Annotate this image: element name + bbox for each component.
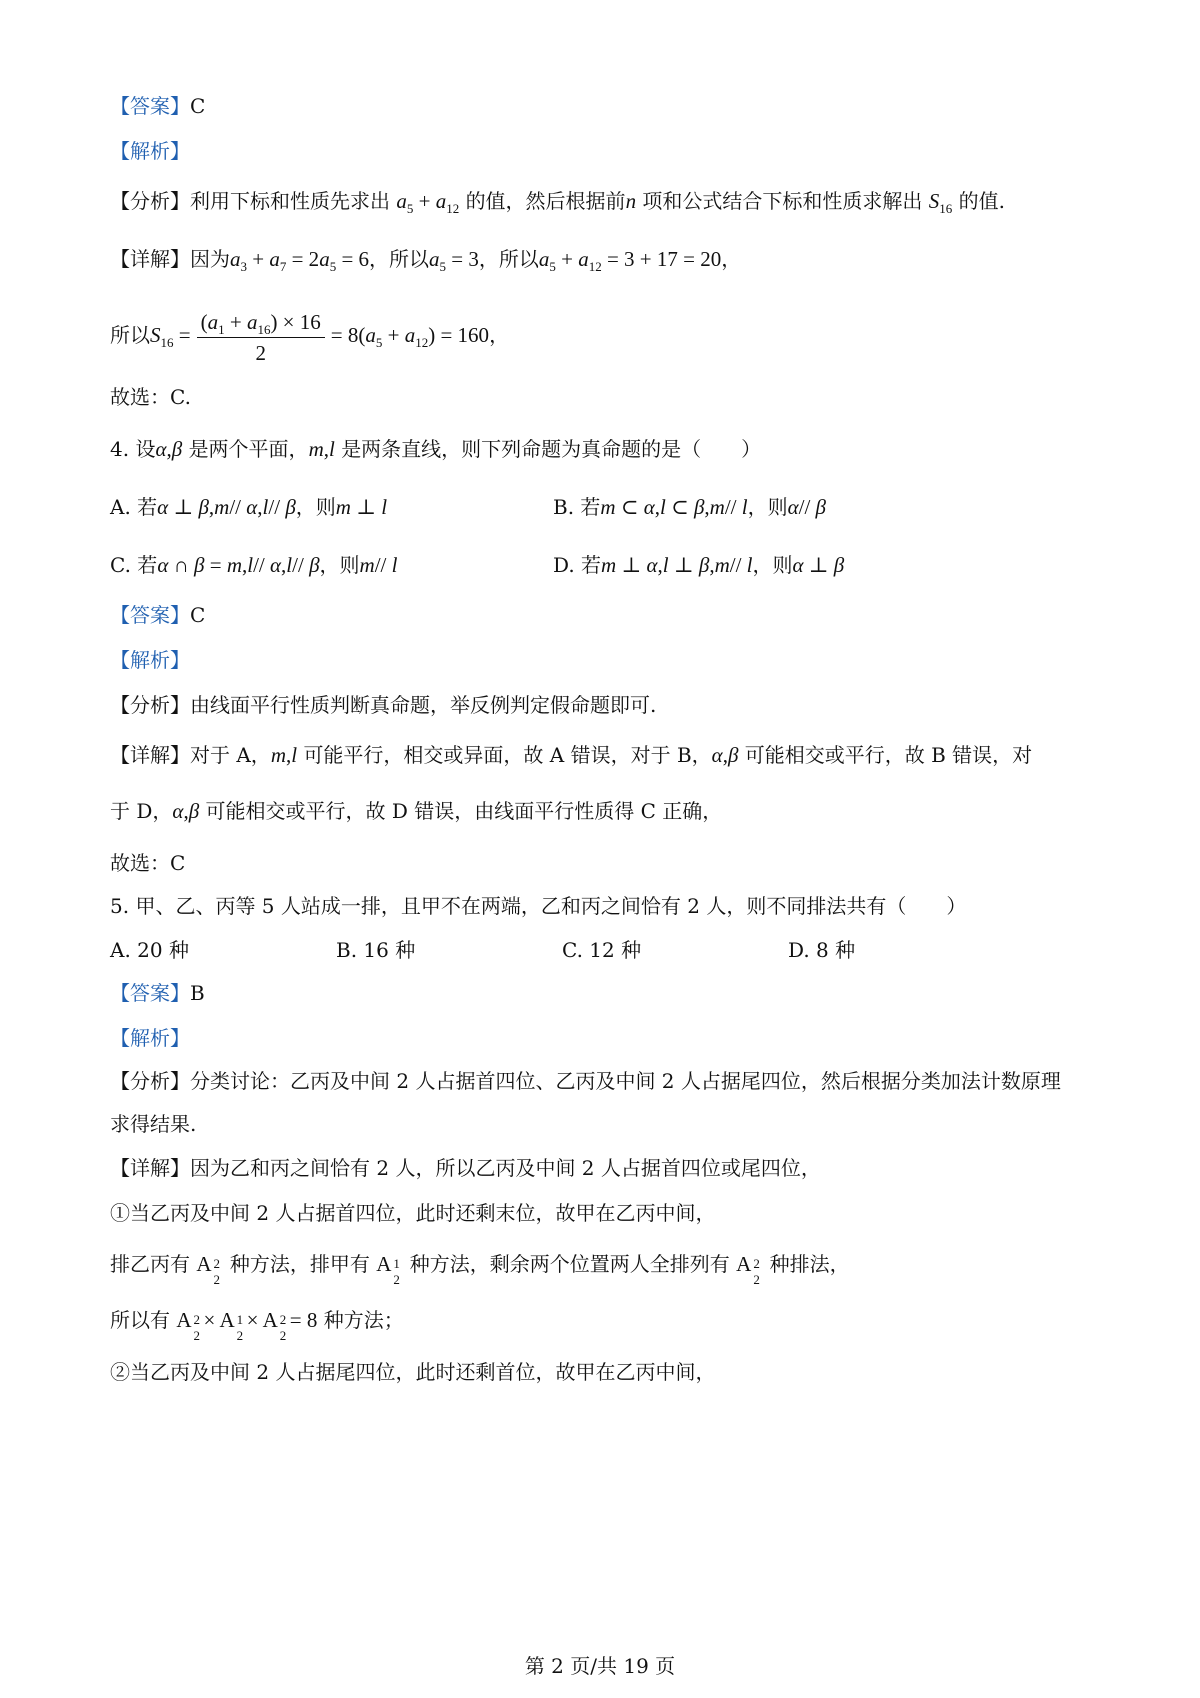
xiangjie-text: 可能相交或平行，故 B 错误，对 [744,743,1033,767]
q4-option-a [110,493,387,521]
q4-option-c [110,551,397,579]
math-expr: m,l [270,743,298,767]
answer-tag: 【答案】 [110,603,190,627]
math-expr: A 2 2 [196,1252,221,1288]
q3-xiangjie-line [110,245,741,273]
q3-answer-line [110,92,205,120]
xiangjie-text: 排乙丙有 [110,1252,190,1276]
stem-text: 是两条直线，则下列命题为真命题的是（ ） [341,437,762,461]
fenxi-text: 分类讨论：乙丙及中间 2 人占据首四位、乙丙及中间 2 人占据尾四位，然后根据分类加法计数原理 [190,1069,1061,1093]
q5-xiangjie-line-1 [110,1154,821,1182]
q5-answer-line [110,979,205,1007]
xiangjie-text: 种排法， [769,1252,850,1276]
math-expr: α ⊥ β,m// α,l// β [157,495,296,519]
fenxi-text: 利用下标和性质先求出 [190,189,390,213]
jiexi-tag: 【解析】 [110,1026,190,1050]
choose-text: 故选：C [110,851,186,875]
fraction: $\frac{(a_1 + a_{16}) \times 16}{2}$ [197,307,325,368]
fenxi-text: 求得结果. [110,1112,197,1136]
q4-answer-line [110,601,205,629]
math-expr: $S_{16}$ [928,189,953,216]
q5-fenxi-line-2 [110,1110,196,1138]
xiangjie-text: 可能平行，相交或异面，故 A 错误，对于 B， [303,743,712,767]
q5-option-c: C. 12 种 [562,938,642,962]
fenxi-text: 的值，然后根据前 [465,189,626,213]
answer-value: C [190,94,206,118]
xiangjie-text: 于 D， [110,799,173,823]
q4-choose-line [110,849,185,877]
xiangjie-text: ，所以 [369,247,430,271]
q4-option-b [553,493,826,521]
math-expr: $a_5 + a_{12} = 3 + 17 = 20$ [538,247,722,274]
q3-fenxi-line [110,187,1005,215]
q5-option-b: B. 16 种 [336,938,416,962]
q4-jiexi-line [110,646,190,674]
q5-fenxi-line-1 [110,1067,1061,1095]
xiangjie-text: 可能相交或平行，故 D 错误，由线面平行性质得 C 正确， [205,799,723,823]
math-expr: α// β [787,495,827,519]
stem-text: 5. 甲、乙、丙等 5 人站成一排，且甲不在两端，乙和丙之间恰有 2 人，则不同排法共有（ ） [110,894,967,918]
math-expr: A 2 2 [736,1252,760,1288]
math-expr: m ⊥ α,l ⊥ β,m// l [601,553,753,577]
fenxi-tag: 【分析】 [110,1069,190,1093]
q4-xiangjie-line-1 [110,741,1032,769]
sum-suffix: ， [489,323,510,347]
math-expr: α ⊥ β [792,553,845,577]
q5-option-d: D. 8 种 [788,938,856,962]
math-expr: α,β [172,799,200,823]
option-text: ，则 [752,553,793,577]
xiangjie-text: ①当乙丙及中间 2 人占据首四位，此时还剩末位，故甲在乙丙中间， [110,1201,716,1225]
option-text: B. 若 [553,495,601,519]
fenxi-text: 的值. [958,189,1005,213]
choose-text: 故选：C. [110,385,191,409]
xiangjie-text: 因为乙和丙之间恰有 2 人，所以乙丙及中间 2 人占据首四位或尾四位， [190,1156,821,1180]
q4-xiangjie-line-2 [110,797,722,825]
math-expr: $a_3 + a_7 = 2a_5 = 6$ [230,247,370,274]
xiangjie-text: ， [721,247,742,271]
math-expr: m ⊂ α,l ⊂ β,m// l [600,495,748,519]
math-expr: n [625,189,637,213]
q4-stem [110,435,761,463]
xiangjie-text: 因为 [190,247,230,271]
xiangjie-text: 种方法，剩余两个位置两人全排列有 [409,1252,730,1276]
xiangjie-text: ，所以 [478,247,539,271]
math-expr: α,β [711,743,739,767]
xiangjie-tag: 【详解】 [110,247,190,271]
answer-value: C [190,603,206,627]
option-text: ，则 [319,553,360,577]
math-expr: A 2 2 × A 1 2 × A 2 2 = 8 [176,1308,318,1344]
q4-fenxi-line [110,691,656,719]
stem-text: 是两个平面， [188,437,309,461]
q3-choose-line [110,383,191,411]
xiangjie-text: 所以有 [110,1308,170,1332]
option-text: ，则 [295,495,336,519]
fenxi-tag: 【分析】 [110,693,190,717]
math-expr: A 1 2 [376,1252,400,1288]
fenxi-text: 项和公式结合下标和性质求解出 [642,189,923,213]
xiangjie-tag: 【详解】 [110,1156,190,1180]
jiexi-tag: 【解析】 [110,648,190,672]
jiexi-tag: 【解析】 [110,139,190,163]
option-text: A. 若 [110,495,158,519]
xiangjie-text: 种方法，排甲有 [229,1252,370,1276]
math-expr: m// l [359,553,398,577]
answer-value: B [190,981,205,1005]
option-text: ，则 [747,495,788,519]
math-expr: m ⊥ l [335,495,388,519]
fenxi-tag: 【分析】 [110,189,190,213]
math-expr: $a_5 + a_{12}$ [396,189,460,216]
q3-sum-line [110,304,509,368]
q5-option-a: A. 20 种 [110,938,189,962]
xiangjie-text: 种方法； [323,1308,404,1332]
q5-stem [110,892,966,920]
xiangjie-tag: 【详解】 [110,743,190,767]
q5-xiangjie-line-4 [110,1306,404,1344]
math-expr: $S_{16}$ = $\frac{(a_1 + a_{16}) \times 16}{2}$ = $8(a_5 + a_{12}) = 160$ [150,323,489,347]
q4-option-d [553,551,844,579]
math-expr: α ∩ β = m,l// α,l// β [157,553,320,577]
q5-xiangjie-line-5 [110,1358,715,1386]
sum-prefix: 所以 [110,323,150,347]
q5-xiangjie-line-3 [110,1250,850,1288]
option-text: D. 若 [553,553,602,577]
option-text: C. 若 [110,553,158,577]
page-footer: 第 2 页/共 19 页 [524,1654,676,1678]
math-expr: m,l [308,437,335,461]
math-expr: α,β [155,437,183,461]
stem-text: 4. 设 [110,437,156,461]
xiangjie-text: ②当乙丙及中间 2 人占据尾四位，此时还剩首位，故甲在乙丙中间， [110,1360,716,1384]
answer-tag: 【答案】 [110,981,190,1005]
q5-xiangjie-line-2 [110,1199,715,1227]
xiangjie-text: 对于 A， [190,743,271,767]
math-expr: $a_5 = 3$ [429,247,479,274]
answer-tag: 【答案】 [110,94,190,118]
q3-jiexi-line [110,137,190,165]
q5-jiexi-line [110,1024,190,1052]
fenxi-text: 由线面平行性质判断真命题，举反例判定假命题即可. [190,693,657,717]
